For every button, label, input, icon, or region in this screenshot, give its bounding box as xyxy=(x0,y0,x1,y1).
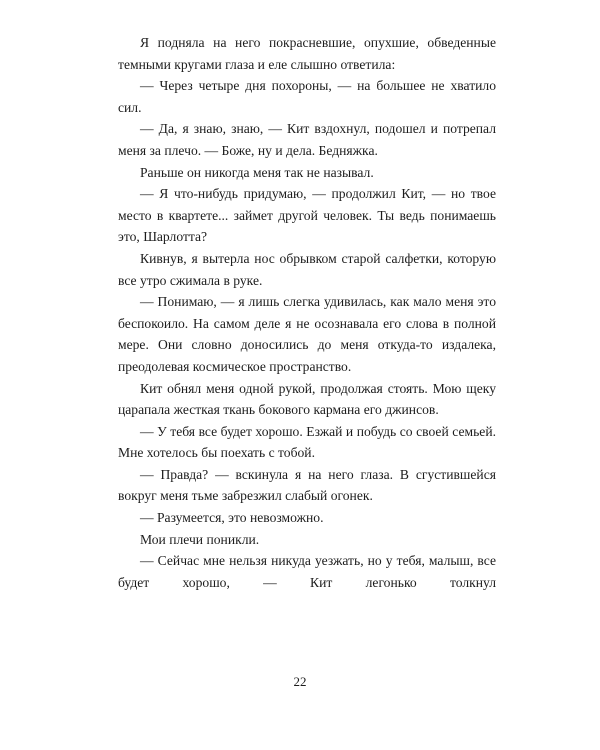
page-number: 22 xyxy=(293,674,307,689)
paragraph: Раньше он никогда меня так не называл. xyxy=(140,164,374,180)
paragraph: Мои плечи поникли. xyxy=(140,531,260,547)
paragraph: Я подняла на него покрасневшие, опухшие, обведенные темными кругами глаза и еле слышно ответила: xyxy=(118,35,496,72)
paragraph: — Понимаю, — я лишь слегка удивилась, как мало меня это беспокоило. На самом деле я не осознавала его слова в полной мере. Они словно доносились до меня откуда-то издалека, преодолевая космическое пространство. xyxy=(118,294,496,374)
paragraph-last: — Сейчас мне нельзя никуда уезжать, но у тебя, малыш, все будет хорошо, — Кит легонько толкнул xyxy=(118,553,496,590)
paragraph: — Да, я знаю, знаю, — Кит вздохнул, подошел и потрепал меня за плечо. — Боже, ну и дела. Бедняжка. xyxy=(118,121,496,158)
paragraph: — Разумеется, это невозможно. xyxy=(140,510,324,526)
book-page-text xyxy=(118,32,496,593)
paragraph: — Я что-нибудь придумаю, — продолжил Кит, — но твое место в квартете... займет другой человек. Ты ведь понимаешь это, Шарлотта? xyxy=(118,186,496,245)
paragraph: — Правда? — вскинула я на него глаза. В сгустившейся вокруг меня тьме забрезжил слабый огонек. xyxy=(118,466,496,504)
paragraph: — У тебя все будет хорошо. Езжай и побудь со своей семьей. Мне хотелось бы поехать с тобой. xyxy=(118,423,496,461)
paragraph: Кивнув, я вытерла нос обрывком старой салфетки, которую все утро сжимала в руке. xyxy=(118,250,496,288)
paragraph: Кит обнял меня одной рукой, продолжая стоять. Мою щеку царапала жесткая ткань бокового кармана его джинсов. xyxy=(118,380,496,418)
paragraph: — Через четыре дня похороны, — на большее не хватило сил. xyxy=(118,78,496,115)
